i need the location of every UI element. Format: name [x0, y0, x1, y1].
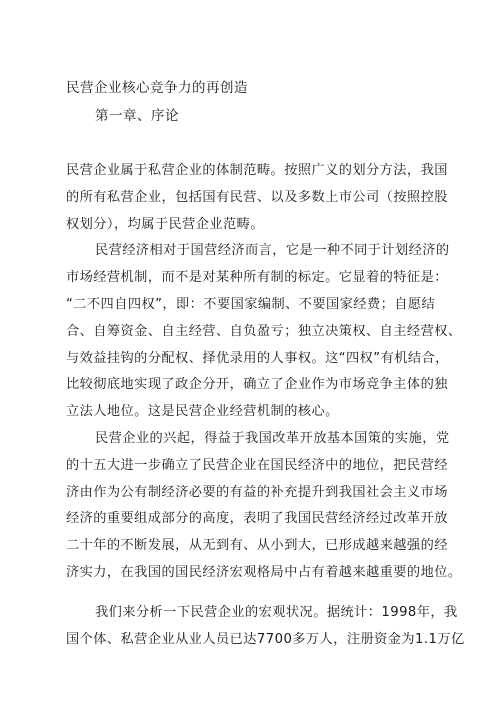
text-line: 济由作为公有制经济必要的有益的补充提升到我国社会主义市场	[66, 484, 448, 500]
text-line: 我们来分析一下民营企业的宏观状况。据统计：1998年，我	[95, 604, 458, 620]
paragraph-4	[66, 600, 465, 654]
text-line: 权划分），均属于民营企业范畴。	[66, 216, 264, 232]
text-line: 民营企业属于私营企业的体制范畴。按照广义的划分方法，我国	[66, 163, 448, 178]
chapter-heading: 第一章、序论	[95, 108, 179, 124]
text-line: 民营企业的兴起，得益于我国改革开放基本国策的实施，党	[95, 430, 450, 446]
document-body	[66, 158, 465, 653]
text-line: 经济的重要组成部分的高度，表明了我国民营经济经过改革开放	[66, 511, 448, 527]
text-line: 的十五大进一步确立了民营企业在国民经济中的地位，把民营经	[66, 457, 448, 473]
text-line: 与效益挂钩的分配权、择优录用的人事权。这“四权”有机结合，	[66, 350, 449, 366]
text-line: 市场经营机制，而不是对某种所有制的标定。它显着的特征是：	[66, 270, 448, 286]
text-line: 济实力，在我国的国民经济宏观格局中占有着越来越重要的地位。	[66, 564, 462, 580]
text-line: 比较彻底地实现了政企分开，确立了企业作为市场竞争主体的独	[66, 377, 448, 393]
text-line: 合、自筹资金、自主经营、自负盈亏；独立决策权、自主经营权、	[66, 323, 462, 339]
paragraph-3	[66, 426, 462, 587]
paragraph-1	[66, 158, 448, 238]
document-title: 民营企业核心竞争力的再创造	[66, 80, 248, 96]
text-line: 二十年的不断发展，从无到有、从小到大，已形成越来越强的经	[66, 538, 448, 554]
text-line: 的所有私营企业，包括国有民营、以及多数上市公司（按照控股	[66, 189, 448, 205]
text-line: 国个体、私营企业从业人员已达7700多万人，注册资金为1.1万亿	[66, 631, 465, 647]
text-line: 民营经济相对于国营经济而言，它是一种不同于计划经济的	[95, 243, 450, 259]
text-line: “二不四自四权”，即：不要国家编制、不要国家经费；自愿结	[66, 296, 436, 312]
text-line: 立法人地位。这是民营企业经营机制的核心。	[66, 404, 339, 420]
paragraph-2	[66, 238, 462, 426]
